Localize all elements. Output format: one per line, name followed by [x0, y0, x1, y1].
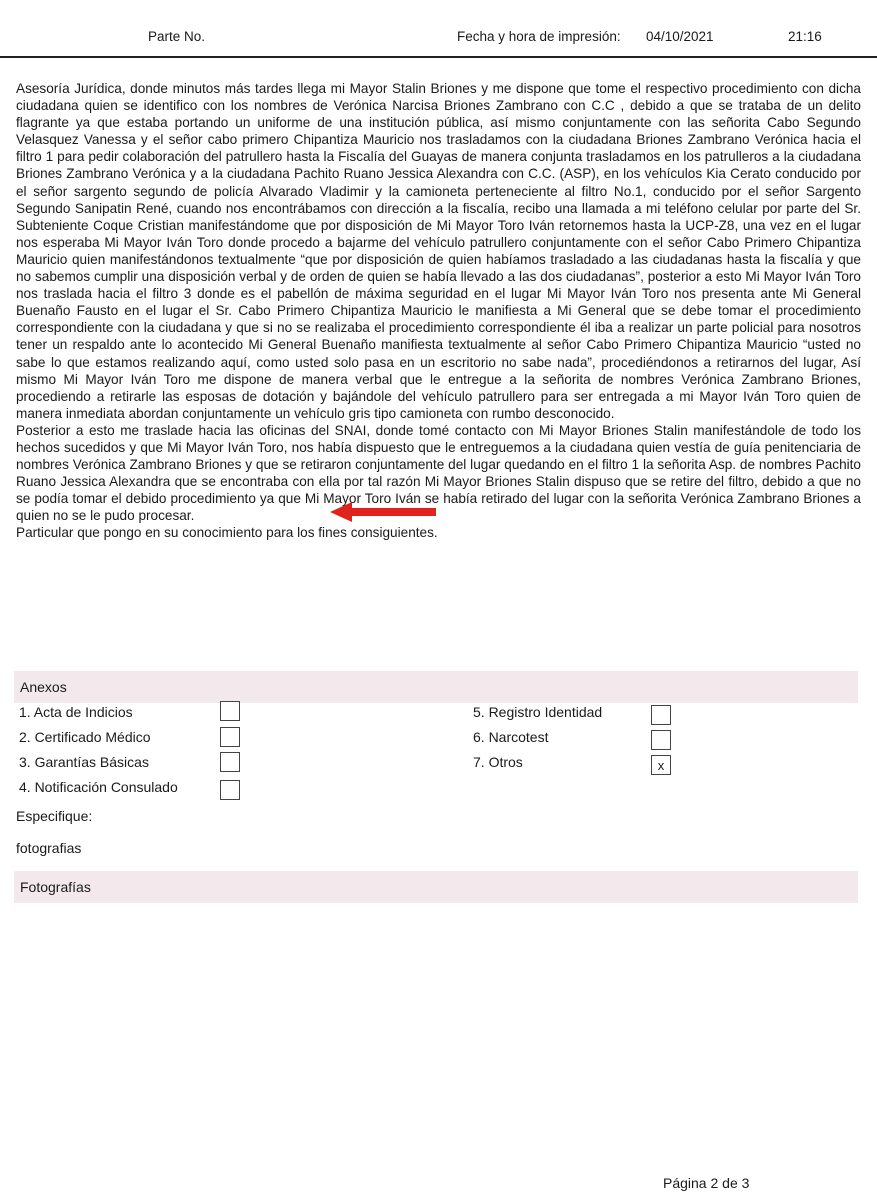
print-date-label: Fecha y hora de impresión:	[457, 29, 621, 44]
specify-label: Especifique:	[16, 808, 93, 824]
annex-checkbox-3[interactable]	[220, 752, 240, 772]
parte-label: Parte No.	[148, 29, 206, 44]
specify-value: fotografias	[16, 840, 82, 856]
annex-checkbox-1[interactable]	[220, 701, 240, 721]
annex-item-1: 1. Acta de Indicios	[19, 704, 133, 720]
annex-item-6: 6. Narcotest	[473, 729, 549, 745]
red-arrow-annotation	[330, 502, 436, 522]
annex-item-3: 3. Garantías Básicas	[19, 754, 149, 770]
annex-checkbox-4[interactable]	[220, 780, 240, 800]
page-header	[0, 0, 877, 58]
body-paragraph-3: Particular que pongo en su conocimiento para los fines consiguientes.	[16, 525, 438, 541]
body-paragraph-1: Asesoría Jurídica, donde minutos más tardes llega mi Mayor Stalin Briones y me dispone que tome el respectivo procedimiento con dicha ciudadana quien se identifico con los nombres de Verónica Narcisa Briones Zambrano con C.C , debido a que se trataba de un delito flagrante ya que estaba portando un uniforme de una institución pública, así mismo conjuntamente con las señorita Cabo Segundo Velasquez Vanessa y el señor cabo primero Chipantiza Mauricio nos trasladamos con la ciudadana Briones Zambrano Verónica hacia el filtro 1 para pedir colaboración del patrullero hasta la Fiscalía del Guayas de manera conjunta trasladamos en los patrulleros a la ciudadana Briones Zambrano Verónica y a la ciudadana Pachito Ruano Jessica Alexandra con C.C. (ASP), en los vehículos Kia Cerato conducido por el señor sargento segundo de policía Alvarado Vladimir y la camioneta perteneciente al filtro No.1, conducido por el señor Sargento Segundo Sanipatin René, cuando nos encontrábamos con dirección a la fiscalía, recibo una llamada a mi teléfono celular por parte del Sr. Subteniente Coque Cristian manifestándome que por disposición de Mi Mayor Toro Iván retornemos hasta la UCP-Z8, una vez en el lugar nos esperaba Mi Mayor Iván Toro donde procedo a bajarme del vehículo patrullero conjuntamente con el señor Cabo Primero Chipantiza Mauricio quien manifestándonos textualmente “que por disposición de quien habíamos trasladado a las ciudadanas hasta la fiscalía y que no sabemos cumplir una disposición verbal y de orden de quien se había llevado a las dos ciudadanas”, posterior a esto Mi Mayor Iván Toro nos traslada hacia el filtro 3 donde es el pabellón de máxima seguridad en el lugar Mi Mayor Iván Toro nos presenta ante Mi General Buenaño Fausto en el lugar el Sr. Cabo Primero Chipantiza Mauricio le manifiesta a Mi General que se debe tomar el procedimiento correspondiente con la ciudadana y que si no se realizaba el procedimiento correspondiente él iba a realizar un parte policial para nosotros tener un respaldo ante lo acontecido Mi General Buenaño manifiesta textualmente al señor Cabo Primero Chipantiza Mauricio “usted no sabe lo que estamos realizando aquí, como usted solo pasa en un escritorio no sabe nada”, procediéndonos a retirarnos del lugar, Así mismo Mi Mayor Iván Toro me dispone de manera verbal que le entregue a la señorita de nombres Verónica Zambrano Briones, procediendo a retirarle las esposas de dotación y bajándole del vehículo patrullero para ser entregada a mi Mayor Iván Toro quien de manera inmediata abordan conjuntamente un vehículo gris tipo camioneta con rumbo desconocido.	[16, 81, 861, 421]
annexes-header: Anexos	[14, 671, 858, 703]
annex-checkbox-5[interactable]	[651, 705, 671, 725]
report-body	[16, 80, 861, 542]
annex-item-7: 7. Otros	[473, 754, 523, 770]
annex-item-5: 5. Registro Identidad	[473, 704, 603, 720]
page-number: Página 2 de 3	[663, 1175, 750, 1191]
annex-checkbox-2[interactable]	[220, 727, 240, 747]
body-paragraph-2: Posterior a esto me traslade hacia las oficinas del SNAI, donde tomé contacto con Mi Mayor Briones Stalin manifestándole de todo los hechos sucedidos y que Mi Mayor Iván Toro, nos había dispuesto que le entreguemos a la ciudadana quien vestía de guía penitenciaria de nombres Verónica Zambrano Briones y que se retiraron conjuntamente del lugar quedando en el filtro 1 la señorita Asp. de nombres Pachito Ruano Jessica Alexandra que se encontraba con ella por tal razón Mi Mayor Briones Stalin dispuso que se retire del filtro, debido a que no se podía tomar el debido procedimiento ya que Mi Mayor Toro Iván se había retirado del lugar con la señorita Verónica Zambrano Briones a quien no se le pudo procesar.	[16, 422, 861, 524]
annex-checkbox-6[interactable]	[651, 730, 671, 750]
photos-header: Fotografías	[14, 871, 858, 903]
annex-item-2: 2. Certificado Médico	[19, 729, 151, 745]
annex-checkbox-7[interactable]: x	[651, 755, 671, 775]
print-time-value: 21:16	[788, 29, 822, 44]
print-date-value: 04/10/2021	[646, 29, 714, 44]
annex-item-4: 4. Notificación Consulado	[19, 779, 178, 795]
